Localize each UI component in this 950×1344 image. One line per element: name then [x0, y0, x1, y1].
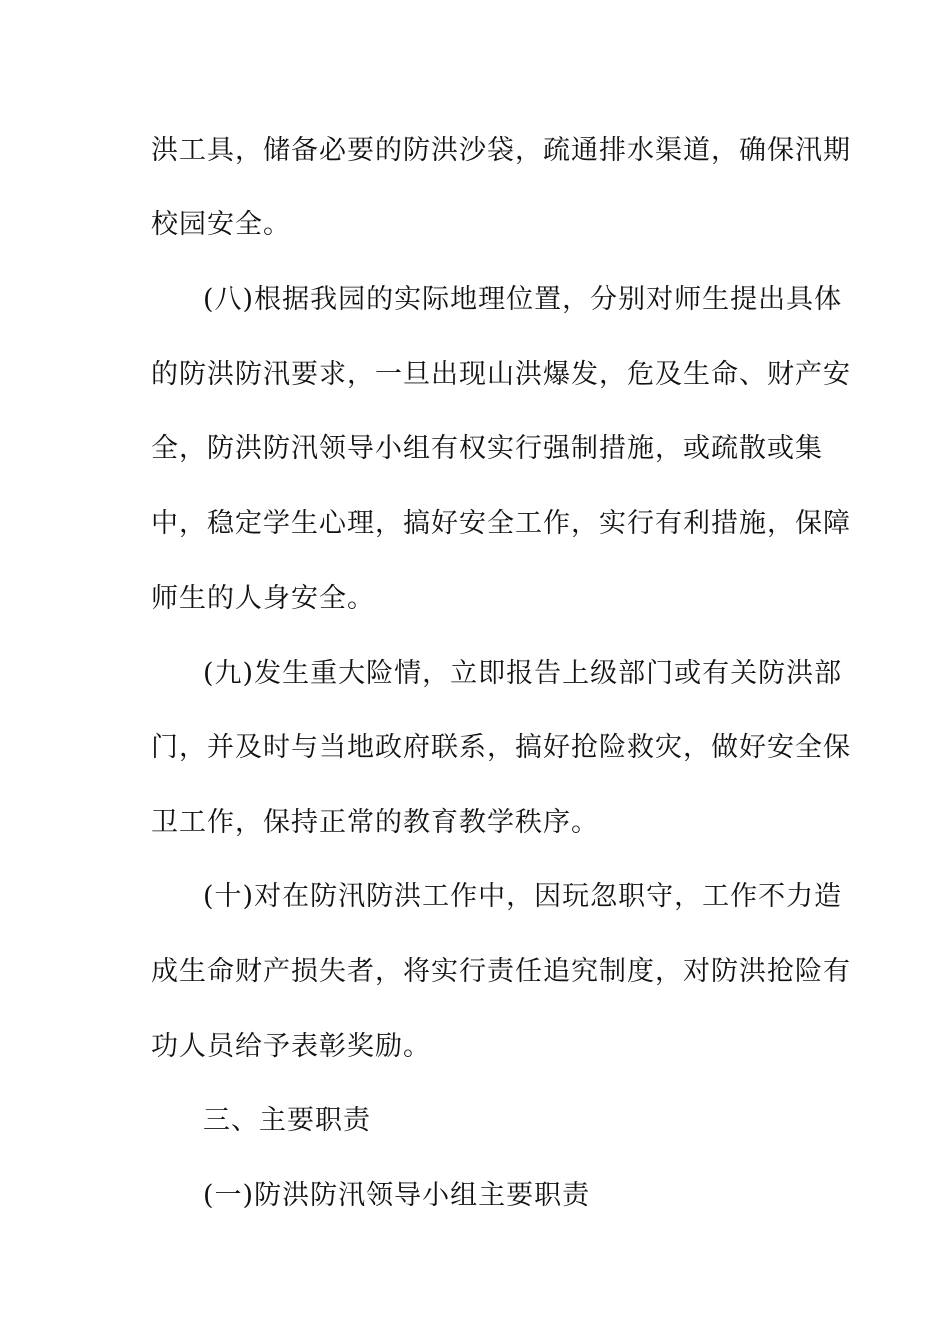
text-line: 卫工作，保持正常的教育教学秩序。 [151, 807, 599, 838]
paragraph-start: (十)对在防汛防洪工作中，因玩忽职守，工作不力造 [203, 881, 843, 912]
text-line: 的防洪防汛要求，一旦出现山洪爆发，危及生命、财产安 [151, 359, 851, 390]
paragraph-start: (九)发生重大险情，立即报告上级部门或有关防洪部 [203, 658, 843, 689]
text-line: 门，并及时与当地政府联系，搞好抢险救灾，做好安全保 [151, 732, 851, 763]
text-line: 全，防洪防汛领导小组有权实行强制措施，或疏散或集 [151, 433, 823, 464]
text-line: 洪工具，储备必要的防洪沙袋，疏通排水渠道，确保汛期 [151, 135, 851, 166]
paragraph-start: (八)根据我园的实际地理位置，分别对师生提出具体 [203, 284, 843, 315]
text-line: 功人员给予表彰奖励。 [151, 1031, 431, 1062]
subsection-heading: (一)防洪防汛领导小组主要职责 [203, 1180, 591, 1211]
text-line: 成生命财产损失者，将实行责任追究制度，对防洪抢险有 [151, 956, 851, 987]
text-line: 师生的人身安全。 [151, 583, 375, 614]
text-line: 中，稳定学生心理，搞好安全工作，实行有利措施，保障 [151, 508, 851, 539]
section-heading: 三、主要职责 [203, 1105, 371, 1136]
text-line: 校园安全。 [151, 209, 291, 240]
